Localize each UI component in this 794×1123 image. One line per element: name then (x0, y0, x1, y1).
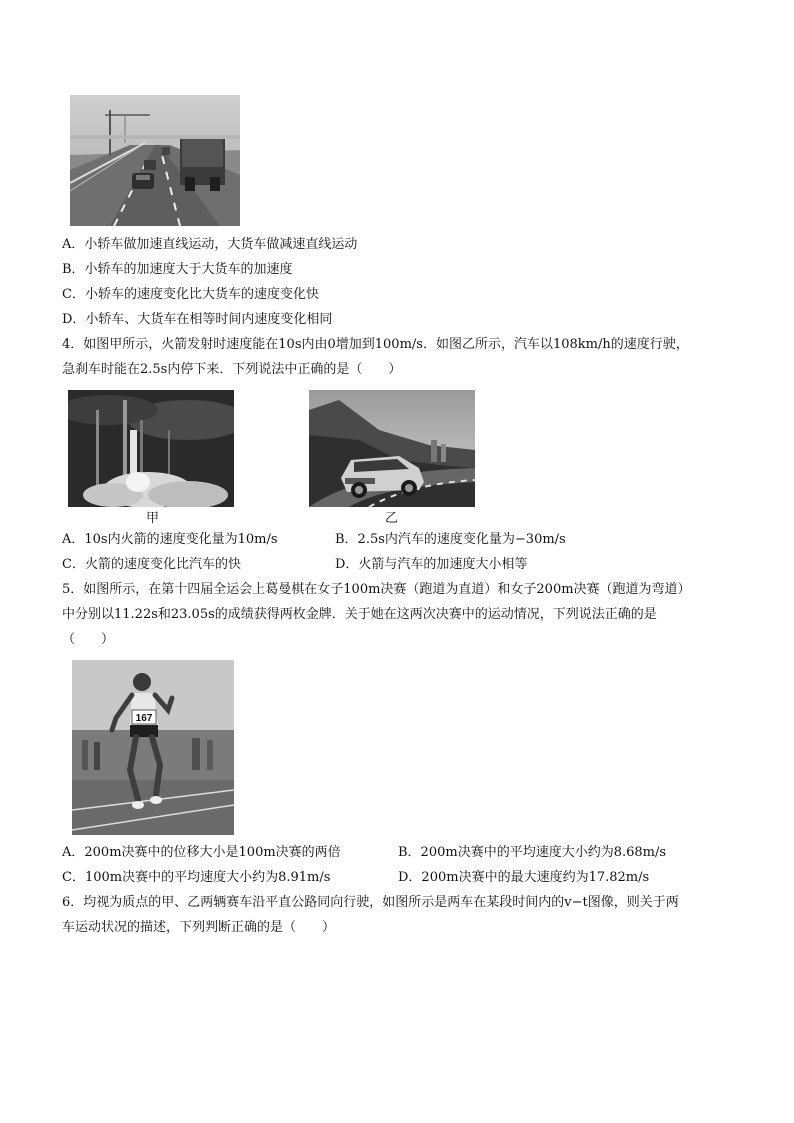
runner-photo (72, 660, 234, 835)
q5-option-b: B．200m决赛中的平均速度大小约为8.68m/s (398, 845, 667, 860)
q5-option-d: D．200m决赛中的最大速度约为17.82m/s (398, 870, 650, 885)
q3-option-a: A．小轿车做加速直线运动，大货车做减速直线运动 (62, 237, 358, 252)
car-photo (309, 390, 475, 507)
caption-yi: 乙 (385, 511, 399, 526)
q4-option-c: C．火箭的速度变化比汽车的快 (62, 557, 241, 572)
q4-option-b: B．2.5s内汽车的速度变化量为−30m/s (335, 532, 566, 547)
q5-stem-line1: 5．如图所示，在第十四届全运会上葛曼棋在女子100m决赛（跑道为直道）和女子200m决赛（跑道为弯道） (62, 582, 691, 597)
bib-number: 167 (135, 713, 153, 724)
q4-stem-line2: 急刹车时能在2.5s内停下来．下列说法中正确的是（ ） (62, 362, 402, 377)
q4-stem-line1: 4．如图甲所示，火箭发射时速度能在10s内由0增加到100m/s．如图乙所示，汽车以108km/h的速度行驶， (62, 337, 689, 352)
highway-photo (70, 95, 240, 226)
q4-option-a: A．10s内火箭的速度变化量为10m/s (62, 532, 278, 547)
q3-option-d: D．小轿车、大货车在相等时间内速度变化相同 (62, 312, 333, 327)
q6-stem-line1: 6．均视为质点的甲、乙两辆赛车沿平直公路同向行驶，如图所示是两车在某段时间内的v−t图像，则关于两 (62, 895, 679, 910)
rocket-photo (68, 390, 234, 507)
q3-option-b: B．小轿车的加速度大于大货车的加速度 (62, 262, 293, 277)
q5-stem-line3: （ ） (62, 632, 115, 647)
q4-option-d: D．火箭与汽车的加速度大小相等 (335, 557, 528, 572)
q6-stem-line2: 车运动状况的描述，下列判断正确的是（ ） (62, 920, 336, 935)
q3-option-c: C．小轿车的速度变化比大货车的速度变化快 (62, 287, 319, 302)
q5-stem-line2: 中分别以11.22s和23.05s的成绩获得两枚金牌．关于她在这两次决赛中的运动情况，下列说法正确的是 (62, 607, 657, 622)
q5-option-c: C．100m决赛中的平均速度大小约为8.91m/s (62, 870, 331, 885)
caption-jia: 甲 (146, 511, 160, 526)
q5-option-a: A．200m决赛中的位移大小是100m决赛的两倍 (62, 845, 341, 860)
